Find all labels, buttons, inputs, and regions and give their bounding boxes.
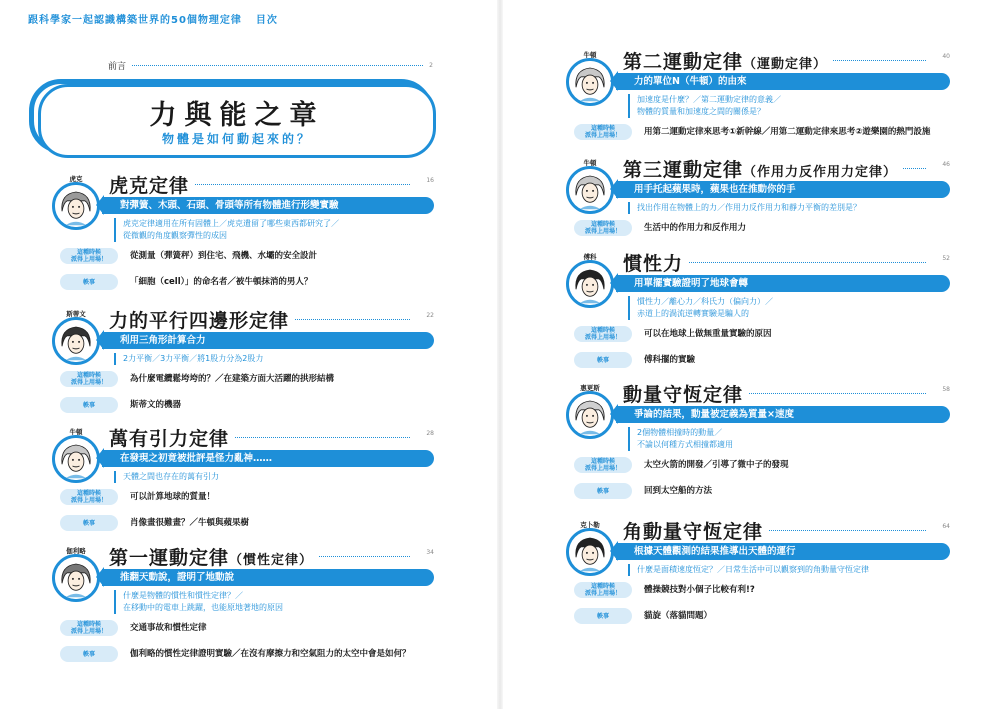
law-description xyxy=(114,590,283,614)
law-description xyxy=(628,94,781,118)
preface-label: 前言 xyxy=(108,61,127,72)
law-title[interactable] xyxy=(623,249,683,276)
person-name: 牛頓 xyxy=(583,159,597,167)
kepler-portrait-icon xyxy=(566,528,614,576)
leader-dots xyxy=(769,530,926,531)
description-line: 虎克定律適用在所有固體上／虎克遺留了哪些東西都研究了／ xyxy=(123,219,339,228)
law-title-main: 萬有引力定律 xyxy=(109,428,230,450)
page-number: 46 xyxy=(942,161,950,168)
description-line: 什麼是面積速度恆定？／日常生活中可以觀察到的角動量守恆定律 xyxy=(637,565,869,574)
law-title-main: 第二運動定律 xyxy=(623,51,744,73)
anecdote-text: 「細胞（cell）」的命名者／被牛頓抹消的男人？ xyxy=(130,277,313,287)
useful-row xyxy=(574,326,772,342)
page-number: 52 xyxy=(942,255,950,262)
law-description xyxy=(628,296,773,320)
anecdote-row xyxy=(60,397,181,413)
law-description xyxy=(114,471,219,483)
law-title-main: 慣性力 xyxy=(623,253,684,275)
anecdote-text: 傅科擺的實驗 xyxy=(644,355,696,365)
running-header xyxy=(28,11,278,26)
law-title-main: 動量守恆定律 xyxy=(623,384,744,406)
useful-row xyxy=(574,124,930,140)
leader-dots xyxy=(235,437,410,438)
page-number: 58 xyxy=(942,386,950,393)
anecdote-text: 肖像畫很難畫？／牛頓與蘋果樹 xyxy=(130,518,250,528)
badge-line: 派得上用場！ xyxy=(70,628,107,635)
law-banner: 根據天體觀測的結果推導出天體的運行 xyxy=(616,543,950,560)
useful-text: 可以計算地球的質量！ xyxy=(130,492,216,502)
law-title[interactable] xyxy=(623,517,763,544)
chapter-subtitle: 物體是如何動起來的？ xyxy=(161,132,312,146)
anecdote-row xyxy=(60,515,249,531)
law-title[interactable] xyxy=(109,306,289,333)
person-name: 斯蒂文 xyxy=(66,310,86,318)
law-description xyxy=(628,202,861,214)
useful-badge xyxy=(60,248,118,264)
anecdote-badge: 軼事 xyxy=(60,515,118,531)
leader-dots xyxy=(195,184,410,185)
useful-row xyxy=(574,220,746,236)
chapter-title: 力與能之章 xyxy=(149,100,325,131)
anecdote-row xyxy=(60,274,312,290)
badge-line: 這種時候 xyxy=(76,490,101,497)
anecdote-text: 回到太空船的方法 xyxy=(644,486,713,496)
leader-dots xyxy=(132,65,423,66)
toc-entry[interactable] xyxy=(566,385,950,535)
person-name: 牛頓 xyxy=(69,428,83,436)
useful-row xyxy=(60,248,317,264)
anecdote-text: 斯蒂文的機器 xyxy=(130,400,182,410)
anecdote-badge: 軼事 xyxy=(574,608,632,624)
useful-text: 從測量（彈簧秤）到住宅、飛機、水壩的安全設計 xyxy=(130,251,318,261)
description-line: 赤道上的渦流逆轉實驗是騙人的 xyxy=(637,309,749,318)
law-title-paren: （慣性定律） xyxy=(229,553,314,568)
useful-text: 太空火箭的開發／引導了微中子的發現 xyxy=(644,460,789,470)
law-description xyxy=(114,218,339,242)
page-number: 40 xyxy=(942,53,950,60)
law-banner: 用手托起蘋果時，蘋果也在推動你的手 xyxy=(616,181,950,198)
page-number: 64 xyxy=(942,523,950,530)
anecdote-badge: 軼事 xyxy=(574,483,632,499)
anecdote-text: 伽利略的慣性定律證明實驗／在沒有摩擦力和空氣阻力的太空中會是如何？ xyxy=(130,649,411,659)
section-label: 目次 xyxy=(255,15,278,26)
useful-row xyxy=(60,489,215,505)
useful-text: 交通事故和慣性定律 xyxy=(130,623,207,633)
law-description xyxy=(628,427,733,451)
page-number: 28 xyxy=(426,430,434,437)
leader-dots xyxy=(833,60,926,61)
person-name: 傅科 xyxy=(583,253,597,261)
leader-dots xyxy=(295,319,410,320)
useful-text: 生活中的作用力和反作用力 xyxy=(644,223,747,233)
anecdote-row xyxy=(574,483,712,499)
description-line: 2力平衡／3力平衡／將1股力分為2股力 xyxy=(123,354,264,363)
useful-badge xyxy=(574,124,632,140)
law-title-main: 第一運動定律 xyxy=(109,547,230,569)
law-title[interactable] xyxy=(109,171,189,198)
badge-line: 這種時候 xyxy=(590,583,615,590)
law-banner: 利用三角形計算合力 xyxy=(102,332,434,349)
useful-row xyxy=(60,620,207,636)
badge-line: 這種時候 xyxy=(590,458,615,465)
newton-portrait-icon xyxy=(566,58,614,106)
useful-text: 可以在地球上做無重量實驗的原因 xyxy=(644,329,772,339)
useful-badge xyxy=(574,220,632,236)
toc-entry[interactable] xyxy=(566,522,950,672)
page-gutter xyxy=(497,0,503,709)
law-title[interactable] xyxy=(623,155,897,182)
useful-badge xyxy=(574,457,632,473)
badge-line: 這種時候 xyxy=(76,372,101,379)
law-banner: 力的單位N（牛頓）的由來 xyxy=(616,73,950,90)
useful-badge xyxy=(574,326,632,342)
law-banner: 在發現之初竟被批評是怪力亂神…… xyxy=(102,450,434,467)
anecdote-row xyxy=(574,608,712,624)
badge-line: 派得上用場！ xyxy=(70,497,107,504)
law-banner: 推翻天動說，證明了地動說 xyxy=(102,569,434,586)
chapter-heading-box xyxy=(38,84,436,158)
description-line: 2個物體相撞時的動量／ xyxy=(637,428,723,437)
badge-line: 派得上用場！ xyxy=(584,228,621,235)
description-line: 什麼是物體的慣性和慣性定律？／ xyxy=(123,591,243,600)
useful-row xyxy=(574,457,789,473)
badge-line: 派得上用場！ xyxy=(584,132,621,139)
leader-dots xyxy=(319,556,410,557)
law-title-paren: （作用力反作用力定律） xyxy=(743,165,898,180)
law-title[interactable] xyxy=(623,380,743,407)
book-title: 跟科學家一起認識構築世界的50個物理定律 xyxy=(28,15,242,26)
useful-badge xyxy=(574,582,632,598)
description-line: 物體的質量和加速度之間的關係是？ xyxy=(637,107,765,116)
badge-line: 派得上用場！ xyxy=(70,256,107,263)
description-line: 在移動中的電車上跳躍，也能原地著地的原因 xyxy=(123,603,283,612)
useful-badge xyxy=(60,620,118,636)
description-line: 天體之間也存在的萬有引力 xyxy=(123,472,219,481)
page-number: 22 xyxy=(426,312,434,319)
newton-portrait-icon xyxy=(52,435,100,483)
badge-line: 這種時候 xyxy=(590,125,615,132)
law-title-main: 虎克定律 xyxy=(109,175,190,197)
page-number: 34 xyxy=(426,549,434,556)
badge-line: 派得上用場！ xyxy=(584,465,621,472)
person-name: 伽利略 xyxy=(66,547,86,555)
anecdote-badge: 軼事 xyxy=(60,274,118,290)
leader-dots xyxy=(903,168,926,169)
law-title[interactable] xyxy=(109,543,313,570)
toc-entry[interactable] xyxy=(52,176,434,326)
toc-preface[interactable] xyxy=(108,58,433,72)
law-title-paren: （運動定律） xyxy=(743,57,828,72)
useful-badge xyxy=(60,489,118,505)
huygens-portrait-icon xyxy=(566,391,614,439)
badge-line: 這種時候 xyxy=(590,327,615,334)
anecdote-row xyxy=(574,352,695,368)
description-line: 加速度是什麼？／第二運動定律的意義／ xyxy=(637,95,781,104)
page-number: 16 xyxy=(426,177,434,184)
law-banner: 爭論的結果，動量被定義為質量×速度 xyxy=(616,406,950,423)
useful-row xyxy=(60,371,334,387)
useful-text: 用第二運動定律來思考①新幹線／用第二運動定律來思考②遊樂園的熱門設施 xyxy=(644,127,931,137)
law-title-main: 角動量守恆定律 xyxy=(623,521,764,543)
toc-entry[interactable] xyxy=(52,548,434,698)
anecdote-row xyxy=(60,646,411,662)
law-banner: 對彈簧、木頭、石頭、骨頭等所有物體進行形變實驗 xyxy=(102,197,434,214)
badge-line: 派得上用場！ xyxy=(70,379,107,386)
badge-line: 派得上用場！ xyxy=(584,334,621,341)
page-number: 2 xyxy=(429,61,433,69)
foucault-portrait-icon xyxy=(566,260,614,308)
useful-text: 體操競技對小個子比較有利!? xyxy=(644,585,755,595)
description-line: 從微觀的角度觀察彈性的成因 xyxy=(123,231,227,240)
anecdote-badge: 軼事 xyxy=(60,646,118,662)
person-name: 克卜勒 xyxy=(580,521,600,529)
law-description xyxy=(628,564,869,576)
useful-text: 為什麼電纜鬆垮垮的？／在建築方面大活躍的拱形結構 xyxy=(130,374,335,384)
person-name: 牛頓 xyxy=(583,51,597,59)
badge-line: 這種時候 xyxy=(76,621,101,628)
stevin-portrait-icon xyxy=(52,317,100,365)
leader-dots xyxy=(689,262,926,263)
badge-line: 派得上用場！ xyxy=(584,590,621,597)
useful-row xyxy=(574,582,755,598)
badge-line: 這種時候 xyxy=(76,249,101,256)
person-name: 虎克 xyxy=(69,175,83,183)
law-title[interactable] xyxy=(623,47,827,74)
description-line: 不論以何種方式相撞都適用 xyxy=(637,440,733,449)
leader-dots xyxy=(749,393,926,394)
galileo-portrait-icon xyxy=(52,554,100,602)
newton-portrait-icon xyxy=(566,166,614,214)
hooke-portrait-icon xyxy=(52,182,100,230)
person-name: 惠更斯 xyxy=(580,384,600,392)
description-line: 找出作用在物體上的力／作用力反作用力和靜力平衡的差別是？ xyxy=(637,203,861,212)
description-line: 慣性力／離心力／科氏力（偏向力）／ xyxy=(637,297,773,306)
law-title-main: 第三運動定律 xyxy=(623,159,744,181)
law-description xyxy=(114,353,263,365)
badge-line: 這種時候 xyxy=(590,221,615,228)
anecdote-text: 貓旋（落貓問題） xyxy=(644,611,713,621)
useful-badge xyxy=(60,371,118,387)
law-banner: 用單擺實驗證明了地球會轉 xyxy=(616,275,950,292)
law-title[interactable] xyxy=(109,424,229,451)
anecdote-badge: 軼事 xyxy=(574,352,632,368)
anecdote-badge: 軼事 xyxy=(60,397,118,413)
law-title-main: 力的平行四邊形定律 xyxy=(109,310,290,332)
